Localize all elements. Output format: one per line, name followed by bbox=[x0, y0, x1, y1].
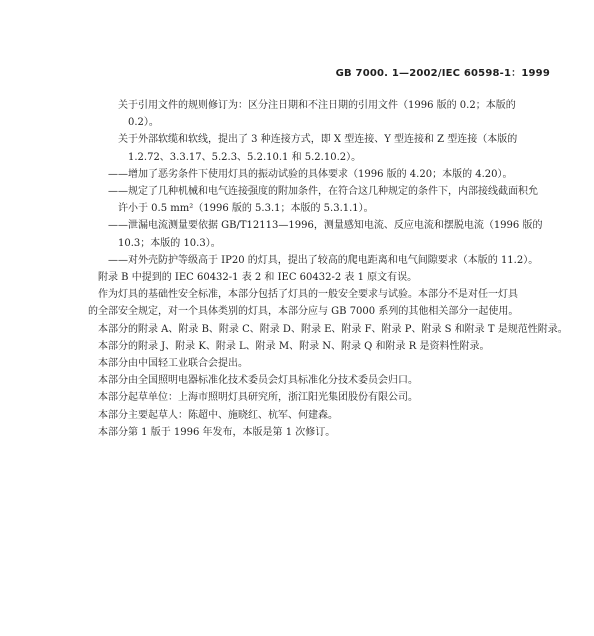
text-line-16: 本部分由中国轻工业联合会提出。 bbox=[98, 358, 248, 370]
text-line-8: ——泄漏电流测量要依据 GB/T12113—1996，测量感知电流、反应电流和摆脱电流（1996 版的 bbox=[108, 220, 543, 232]
text-line-10: ——对外壳防护等级高于 IP20 的灯具，提出了较高的爬电距离和电气间隙要求（本版的 11.2）。 bbox=[108, 254, 539, 266]
text-line-7: 许小于 0.5 mm²（1996 版的 5.3.1；本版的 5.3.1.1）。 bbox=[118, 203, 374, 215]
standard-number-header: GB 7000. 1—2002/IEC 60598-1：1999 bbox=[335, 68, 550, 79]
text-line-3: 关于外部软缆和软线，提出了 3 种连接方式，即 X 型连接、Y 型连接和 Z 型连接（本版的 bbox=[118, 134, 518, 146]
text-line-12: 作为灯具的基础性安全标准，本部分包括了灯具的一般安全要求与试验。本部分不是对任一灯具 bbox=[98, 289, 518, 301]
text-line-15: 本部分的附录 J、附录 K、附录 L、附录 M、附录 N、附录 Q 和附录 R 是资料性附录。 bbox=[98, 340, 490, 352]
text-line-2: 0.2）。 bbox=[128, 117, 159, 129]
text-line-19: 本部分主要起草人：陈超中、施晓红、杭军、何建森。 bbox=[98, 409, 338, 421]
document-body bbox=[88, 97, 568, 441]
text-line-13: 的全部安全规定，对一个具体类别的灯具，本部分应与 GB 7000 系列的其他相关部分一起使用。 bbox=[88, 306, 519, 318]
text-line-9: 10.3；本版的 10.3）。 bbox=[118, 237, 221, 249]
text-line-1: 关于引用文件的规则修订为：区分注日期和不注日期的引用文件（1996 版的 0.2；本版的 bbox=[118, 100, 516, 111]
text-line-4: 1.2.72、3.3.17、5.2.3、5.2.10.1 和 5.2.10.2）。 bbox=[128, 151, 362, 163]
text-line-20: 本部分第 1 版于 1996 年发布，本版是第 1 次修订。 bbox=[98, 426, 336, 438]
text-line-11: 附录 B 中提到的 IEC 60432-1 表 2 和 IEC 60432-2 表 1 原文有误。 bbox=[98, 272, 418, 284]
text-line-14: 本部分的附录 A、附录 B、附录 C、附录 D、附录 E、附录 F、附录 P、附录 S 和附录 T 是规范性附录。 bbox=[98, 323, 568, 335]
text-line-5: ——增加了恶劣条件下使用灯具的振动试验的具体要求（1996 版的 4.20；本版的 4.20）。 bbox=[108, 168, 513, 180]
text-line-17: 本部分由全国照明电器标准化技术委员会灯具标准化分技术委员会归口。 bbox=[98, 375, 418, 387]
text-line-6: ——规定了几种机械和电气连接强度的附加条件，在符合这几种规定的条件下，内部接线截面积允 bbox=[108, 186, 538, 198]
text-line-18: 本部分起草单位：上海市照明灯具研究所，浙江阳光集团股份有限公司。 bbox=[98, 392, 418, 404]
